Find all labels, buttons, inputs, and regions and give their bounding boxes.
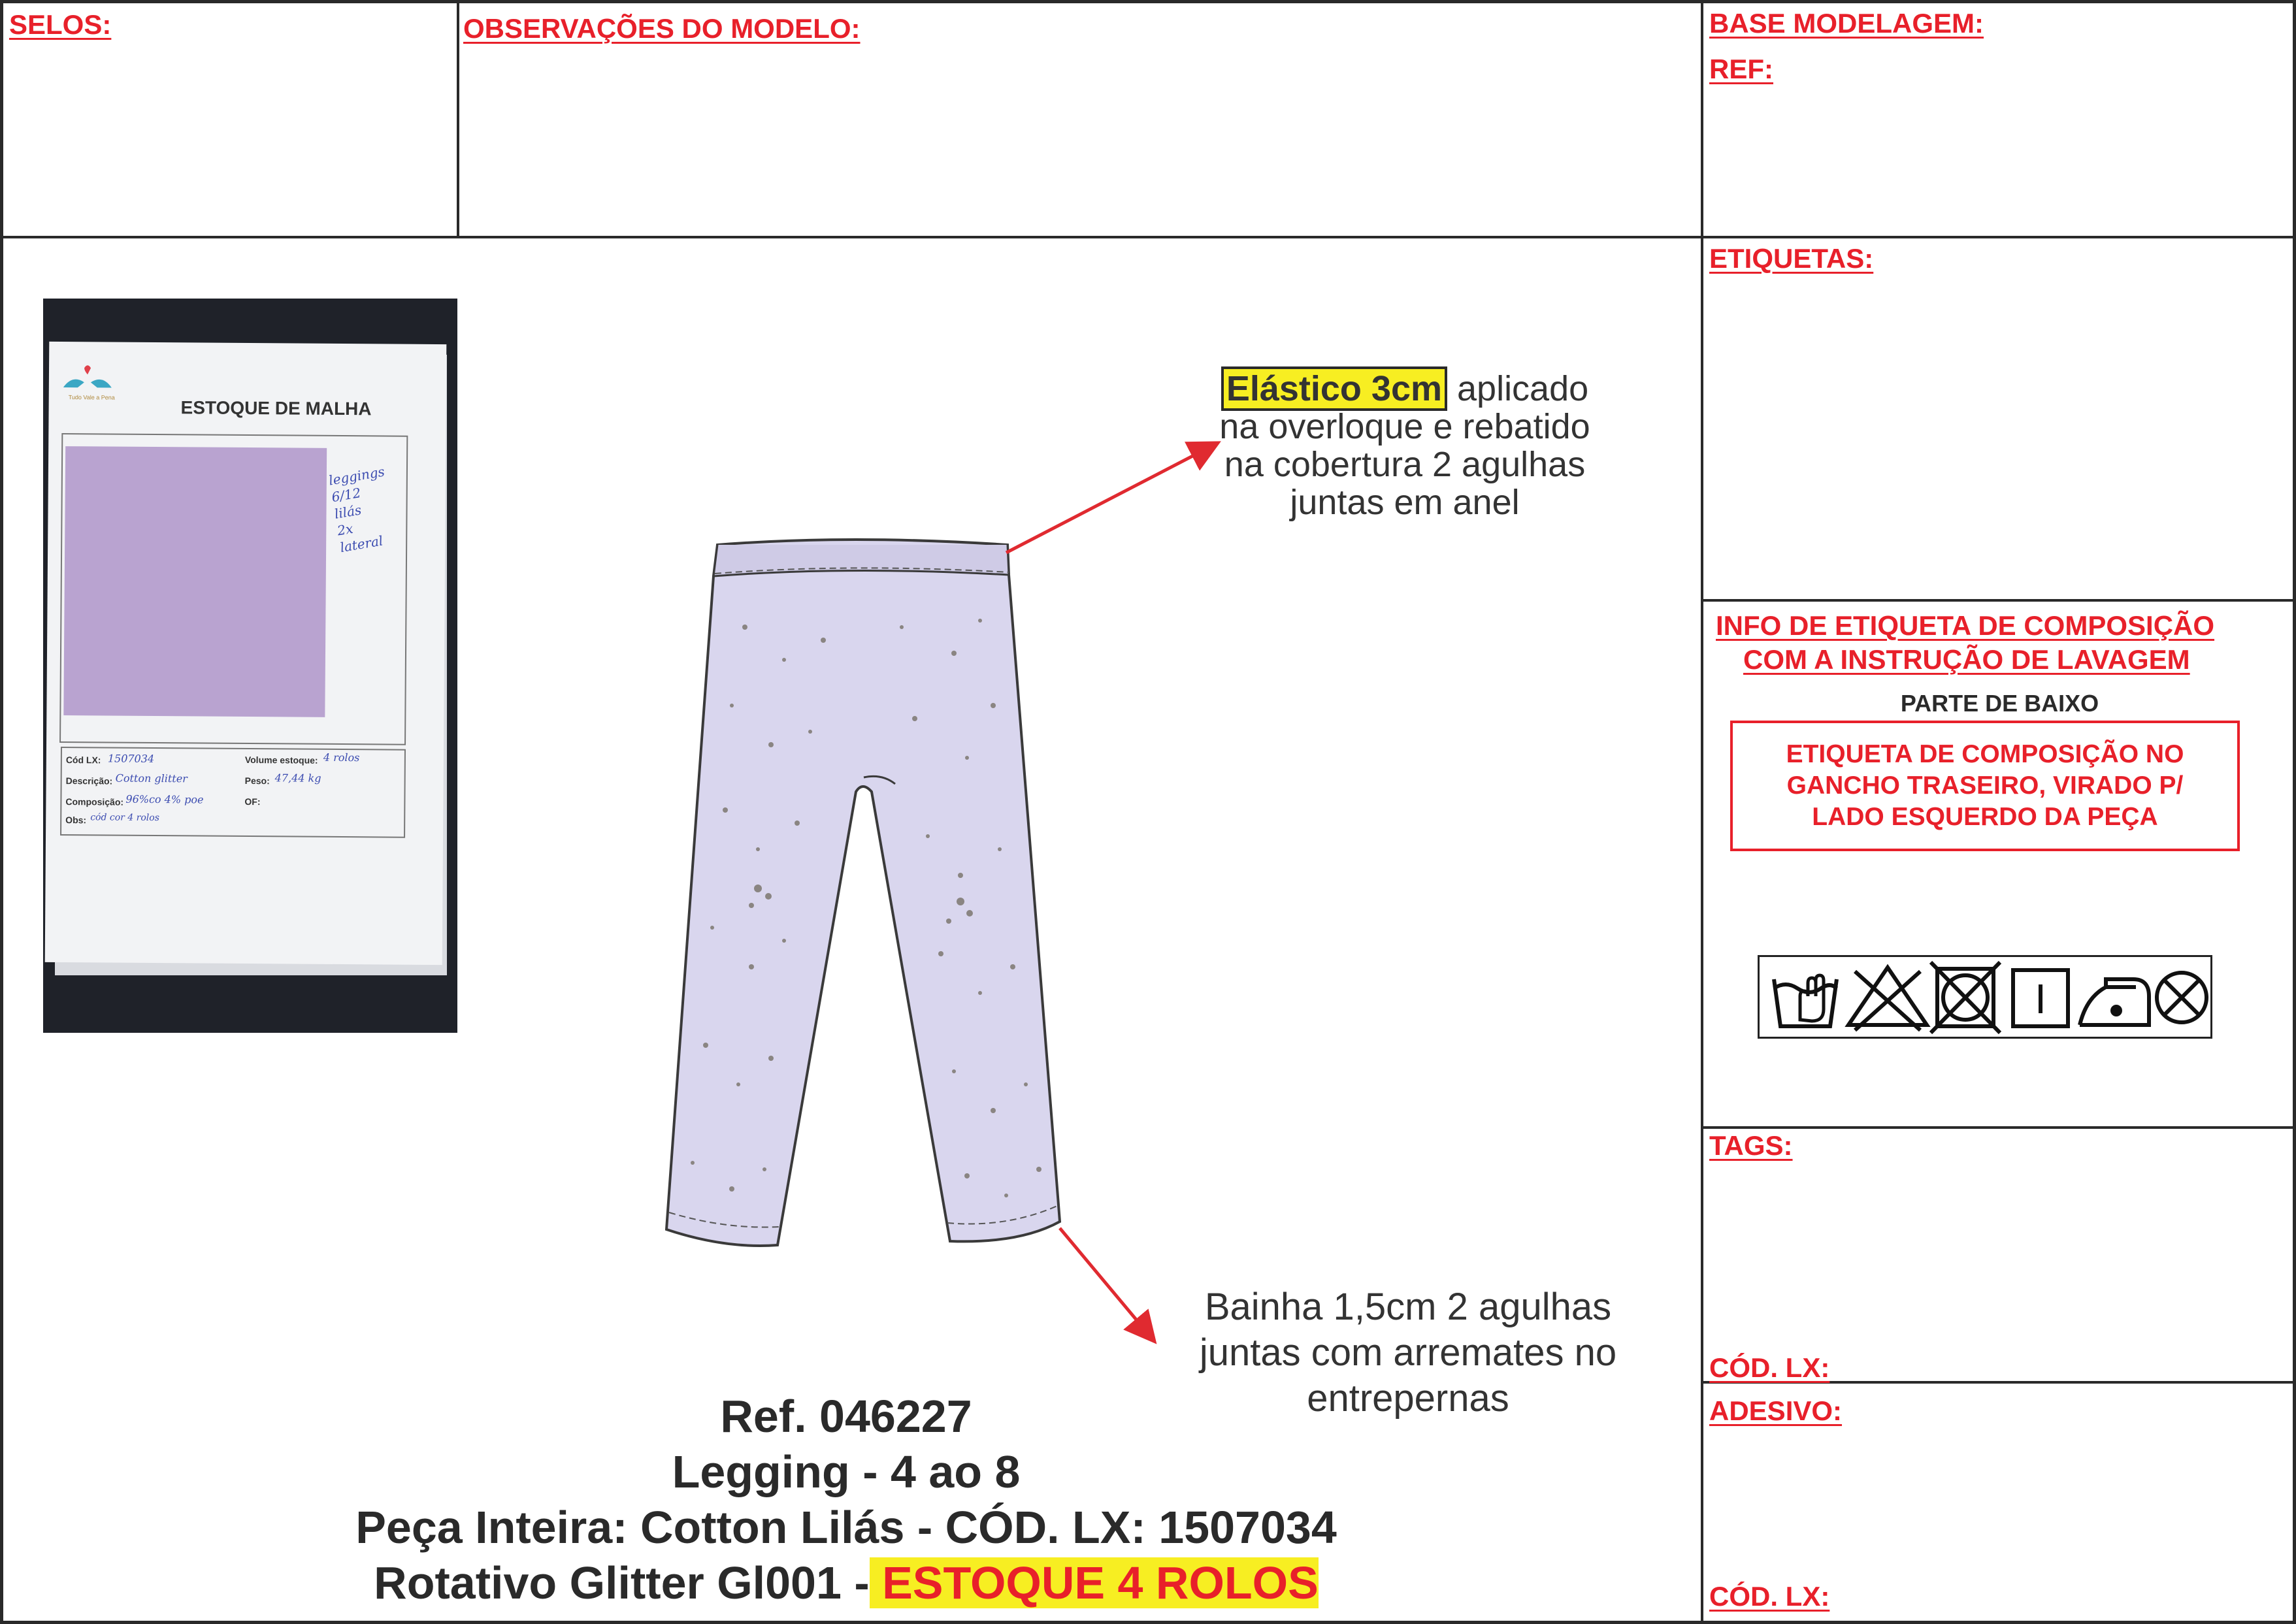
- info-title-line2: COM A INSTRUÇÃO DE LAVAGEM: [1743, 644, 2190, 675]
- elastic-highlight: Elástico 3cm: [1221, 366, 1447, 411]
- hem-annotation-line2: juntas com arremates no: [1199, 1331, 1617, 1374]
- form-comp-value: 96%co 4% poe: [125, 792, 204, 806]
- product-name: Legging - 4 ao 8: [672, 1446, 1021, 1497]
- tags-divider: [1701, 1126, 2296, 1129]
- form-peso-label: Peso:: [244, 775, 270, 787]
- no-tumble-dry-icon: [1931, 962, 2000, 1033]
- composition-line2: GANCHO TRASEIRO, VIRADO P/: [1786, 771, 2184, 800]
- ref-label: REF:: [1709, 54, 1773, 84]
- hem-annotation-line3: entrepernas: [1307, 1377, 1509, 1420]
- no-bleach-icon: [1848, 967, 1927, 1030]
- form-cod-label: Cód LX:: [65, 755, 101, 766]
- product-fabric: Peça Inteira: Cotton Lilás - CÓD. LX: 1507034: [355, 1502, 1337, 1553]
- form-of-label: OF:: [244, 796, 261, 807]
- elastic-annotation-line1: [1176, 370, 1633, 408]
- observacoes-label: OBSERVAÇÕES DO MODELO:: [463, 13, 861, 44]
- iron-low-icon: [2080, 979, 2149, 1025]
- elastic-annotation-line3: na cobertura 2 agulhas: [1224, 445, 1586, 484]
- elastic-annotation: [1176, 370, 1633, 521]
- form-obs-label: Obs:: [65, 815, 87, 826]
- form-cod-value: 1507034: [107, 752, 155, 766]
- stock-sheet-title: ESTOQUE DE MALHA: [180, 397, 372, 419]
- form-desc-value: Cotton glitter: [115, 771, 188, 785]
- product-ref: Ref. 046227: [720, 1391, 972, 1442]
- elastic-annotation-line2: na overloque e rebatido: [1219, 407, 1590, 446]
- product-rotary: [248, 1555, 1444, 1611]
- line-dry-icon: [2013, 970, 2068, 1026]
- form-obs-value: cód cor 4 rolos: [90, 812, 159, 824]
- elastic-annotation-line4: juntas em anel: [1290, 483, 1520, 522]
- form-peso-value: 47,44 kg: [274, 771, 321, 785]
- composition-line3: LADO ESQUERDO DA PEÇA: [1812, 803, 2158, 831]
- base-modelagem-label: BASE MODELAGEM:: [1709, 8, 1984, 39]
- legging-garment: [666, 540, 1060, 1246]
- care-symbols-box: [1758, 955, 2212, 1039]
- selos-label: SELOS:: [9, 9, 112, 40]
- stock-highlight: ESTOQUE 4 ROLOS: [869, 1557, 1319, 1608]
- rotary-prefix: Rotativo Glitter Gl001 -: [374, 1557, 870, 1608]
- parte-de-baixo-label: PARTE DE BAIXO: [1900, 690, 2099, 717]
- cod-lx-label-2: CÓD. LX:: [1709, 1581, 1830, 1612]
- adesivo-label: ADESIVO:: [1709, 1395, 1843, 1426]
- form-vol-value: 4 rolos: [323, 751, 360, 764]
- hem-annotation-line1: Bainha 1,5cm 2 agulhas: [1204, 1286, 1612, 1328]
- hand-wash-icon: [1774, 975, 1837, 1026]
- care-symbols: [1760, 957, 2210, 1037]
- form-vol-label: Volume estoque:: [244, 754, 318, 766]
- etiquetas-divider: [1701, 599, 2296, 602]
- no-dry-clean-icon: [2157, 973, 2206, 1022]
- form-comp-label: Composição:: [65, 796, 124, 807]
- composition-line1: ETIQUETA DE COMPOSIÇÃO NO: [1786, 740, 2184, 768]
- elastic-line1-rest: aplicado: [1447, 369, 1589, 408]
- composition-instruction-box: [1730, 721, 2240, 851]
- form-desc-label: Descrição:: [65, 775, 113, 787]
- tags-label: TAGS:: [1709, 1130, 1793, 1161]
- cod-lx-label-1: CÓD. LX:: [1709, 1352, 1830, 1383]
- handwritten-note: leggings 6/12 lilás 2x lateral: [327, 463, 386, 556]
- etiquetas-label: ETIQUETAS:: [1709, 243, 1874, 274]
- logo-text: Tudo Vale a Pena: [68, 394, 115, 401]
- product-info: [248, 1389, 1444, 1611]
- hem-arrow: [1060, 1228, 1153, 1339]
- info-title-line1: INFO DE ETIQUETA DE COMPOSIÇÃO: [1716, 610, 2215, 641]
